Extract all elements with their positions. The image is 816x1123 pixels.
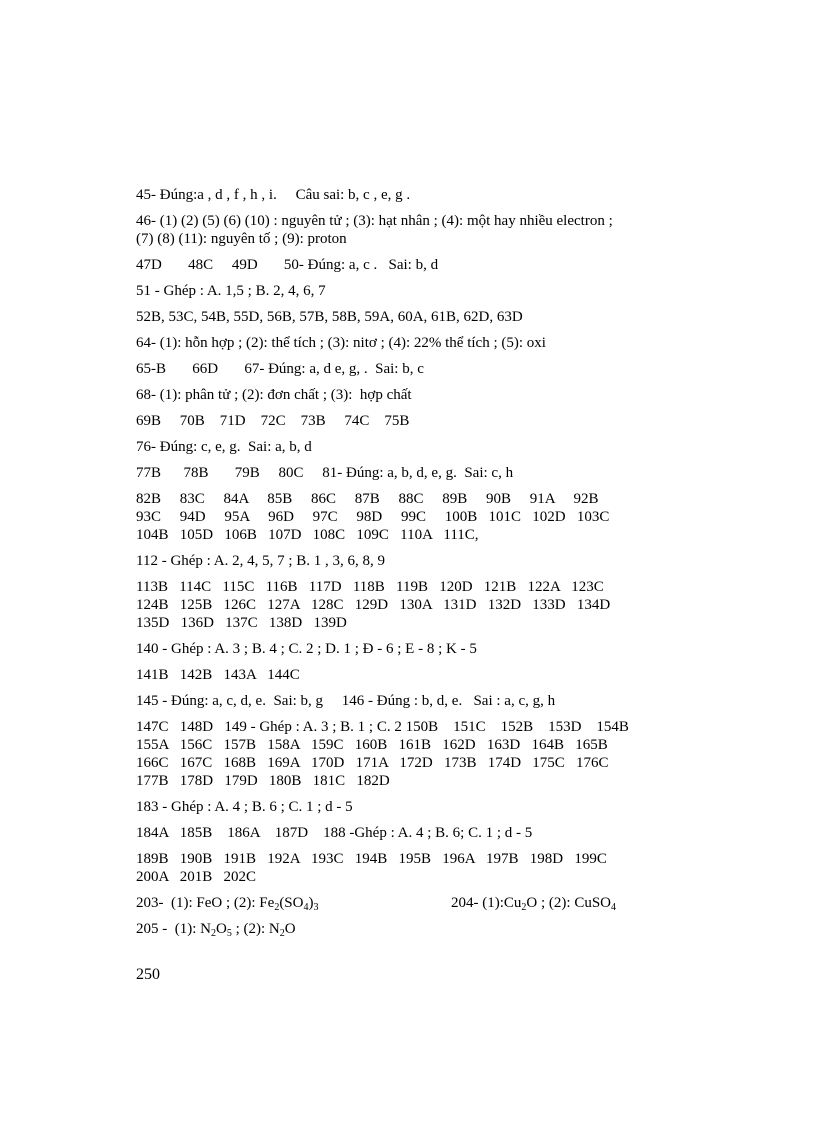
answer-104-111: 104B 105D 106B 107D 108C 109C 110A 111C, [136, 527, 479, 543]
subscript: 5 [226, 928, 232, 939]
answer-205-text: O [216, 921, 227, 937]
answer-204 [451, 894, 616, 912]
answer-203-204 [136, 894, 616, 912]
subscript: 2 [279, 928, 285, 939]
answer-184-188: 184A 185B 186A 187D 188 -Ghép : A. 4 ; B. 6; C. 1 ; d - 5 [136, 825, 533, 841]
answer-64: 64- (1): hỗn hợp ; (2): thể tích ; (3): nitơ ; (4): 22% thể tích ; (5): oxi [136, 335, 546, 351]
answer-205-text: O [284, 921, 296, 937]
subscript: 4 [611, 902, 616, 913]
answer-51: 51 - Ghép : A. 1,5 ; B. 2, 4, 6, 7 [136, 283, 326, 299]
answer-203-text: 203- (1): FeO ; (2): Fe [136, 895, 275, 911]
subscript: 2 [521, 902, 527, 913]
answer-205 [136, 920, 681, 938]
answer-145-146: 145 - Đúng: a, c, d, e. Sai: b, g 146 - Đúng : b, d, e. Sai : a, c, g, h [136, 693, 556, 709]
answer-204-text: 204- (1):Cu [450, 895, 522, 911]
answer-141-144: 141B 142B 143A 144C [136, 667, 300, 683]
answer-205-text: 205 - (1): N [136, 921, 211, 937]
answer-204-text: O ; (2): CuSO [526, 895, 611, 911]
answer-69-75: 69B 70B 71D 72C 73B 74C 75B [136, 413, 410, 429]
answer-46-line-2: (7) (8) (11): nguyên tố ; (9): proton [136, 231, 347, 247]
subscript: 3 [313, 902, 319, 913]
answer-177-182: 177B 178D 179D 180B 181C 182D [136, 773, 390, 789]
answer-45: 45- Đúng:a , d , f , h , i. Câu sai: b, c , e, g . [136, 187, 411, 203]
answer-key-page [136, 186, 681, 946]
answer-140: 140 - Ghép : A. 3 ; B. 4 ; C. 2 ; D. 1 ; Đ - 6 ; E - 8 ; K - 5 [136, 641, 477, 657]
answer-166-176: 166C 167C 168B 169A 170D 171A 172D 173B 174D 175C 176C [136, 755, 609, 771]
page-number: 250 [136, 966, 160, 983]
answer-113-123: 113B 114C 115C 116B 117D 118B 119B 120D 121B 122A 123C [136, 579, 604, 595]
answer-189-199: 189B 190B 191B 192A 193C 194B 195B 196A 197B 198D 199C [136, 851, 607, 867]
answer-203 [136, 894, 318, 912]
answer-205-text: ; (2): N [231, 921, 280, 937]
answer-112: 112 - Ghép : A. 2, 4, 5, 7 ; B. 1 , 3, 6, 8, 9 [136, 553, 386, 569]
answer-203-text: (SO [279, 895, 304, 911]
answer-47-50: 47D 48C 49D 50- Đúng: a, c . Sai: b, d [136, 257, 439, 273]
answer-200-202: 200A 201B 202C [136, 869, 257, 885]
answer-52-63: 52B, 53C, 54B, 55D, 56B, 57B, 58B, 59A, 60A, 61B, 62D, 63D [136, 309, 523, 325]
answer-135-139: 135D 136D 137C 138D 139D [136, 615, 347, 631]
subscript: 2 [211, 928, 216, 939]
answer-147-154: 147C 148D 149 - Ghép : A. 3 ; B. 1 ; C. 2 150B 151C 152B 153D 154B [136, 719, 629, 735]
answer-68: 68- (1): phân tử ; (2): đơn chất ; (3): hợp chất [136, 387, 412, 403]
answer-46-line-1: 46- (1) (2) (5) (6) (10) : nguyên tử ; (3): hạt nhân ; (4): một hay nhiều electron ; [136, 213, 613, 229]
answer-65-67: 65-B 66D 67- Đúng: a, d e, g, . Sai: b, c [136, 361, 424, 377]
answer-155-165: 155A 156C 157B 158A 159C 160B 161B 162D 163D 164B 165B [136, 737, 608, 753]
answer-93-103: 93C 94D 95A 96D 97C 98D 99C 100B 101C 102D 103C [136, 509, 610, 525]
answer-203-text: ) [308, 895, 314, 911]
answer-82-92: 82B 83C 84A 85B 86C 87B 88C 89B 90B 91A 92B [136, 491, 599, 507]
answer-183: 183 - Ghép : A. 4 ; B. 6 ; C. 1 ; d - 5 [136, 799, 353, 815]
answer-76: 76- Đúng: c, e, g. Sai: a, b, d [136, 439, 312, 455]
answer-77-81: 77B 78B 79B 80C 81- Đúng: a, b, d, e, g. Sai: c, h [136, 465, 514, 481]
subscript: 4 [303, 902, 309, 913]
subscript: 2 [274, 902, 280, 913]
answer-124-134: 124B 125B 126C 127A 128C 129D 130A 131D 132D 133D 134D [136, 597, 611, 613]
